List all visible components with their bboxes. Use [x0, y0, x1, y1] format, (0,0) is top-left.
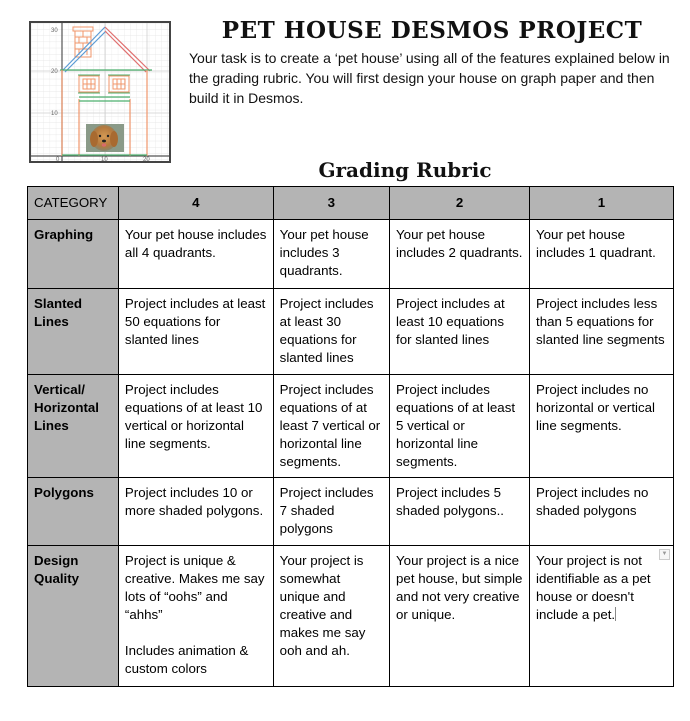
category-graphing: Graphing	[28, 220, 119, 289]
category-polygons: Polygons	[28, 478, 119, 546]
cell-slanted-1: Project includes less than 5 equations for slanted line segments	[530, 289, 674, 375]
cell-slanted-3: Project includes at least 30 equations for slanted lines	[273, 289, 389, 375]
y-tick-20: 20	[51, 69, 58, 75]
cell-graphing-4: Your pet house includes all 4 quadrants.	[118, 220, 273, 289]
table-row-polygons	[28, 478, 674, 546]
cell-design-1[interactable]	[530, 546, 674, 687]
column-header-category: CATEGORY	[28, 187, 119, 220]
cell-dropdown-icon[interactable]: ▼	[659, 549, 670, 560]
cell-polygons-4: Project includes 10 or more shaded polygons.	[118, 478, 273, 546]
column-header-2: 2	[390, 187, 530, 220]
category-design-quality: Design Quality	[28, 546, 119, 687]
category-slanted-lines: Slanted Lines	[28, 289, 119, 375]
category-vertical-horizontal-lines: Vertical/ Horizontal Lines	[28, 375, 119, 478]
column-header-4: 4	[118, 187, 273, 220]
graph-svg	[31, 23, 169, 161]
cell-graphing-2: Your pet house includes 2 quadrants.	[390, 220, 530, 289]
cell-polygons-3: Project includes 7 shaded polygons	[273, 478, 389, 546]
cell-design-4-text: Project is unique & creative. Makes me say lots of “oohs” and “ahhs”	[124, 553, 265, 622]
cell-vh-1: Project includes no horizontal or vertical line segments.	[530, 375, 674, 478]
y-tick-30: 30	[51, 28, 58, 34]
cell-polygons-2: Project includes 5 shaded polygons..	[390, 478, 530, 546]
cell-vh-3: Project includes equations of at least 7 vertical or horizontal line segments.	[273, 375, 389, 478]
table-row-slanted-lines	[28, 289, 674, 375]
cell-design-4	[118, 546, 273, 687]
x-tick-20: 20	[143, 157, 150, 161]
table-row-design-quality	[28, 546, 674, 687]
rubric-title: Grading Rubric	[318, 158, 492, 182]
pet-house-graph-image	[29, 21, 171, 163]
cell-design-1-text: Your project is not identifiable as a pet house or doesn't include a pet.	[536, 553, 651, 622]
cell-design-4-extra: Includes animation & custom colors	[124, 643, 249, 676]
table-header-row	[28, 187, 674, 220]
cell-slanted-4: Project includes at least 50 equations for slanted lines	[118, 289, 273, 375]
puppy-photo	[86, 124, 124, 152]
x-tick-10: 10	[101, 157, 108, 161]
table-row-graphing	[28, 220, 674, 289]
cell-design-2: Your project is a nice pet house, but simple and not very creative or unique.	[390, 546, 530, 687]
cell-design-3: Your project is somewhat unique and creative and makes me say ooh and ah.	[273, 546, 389, 687]
table-row-vertical-horizontal	[28, 375, 674, 478]
cell-polygons-1: Project includes no shaded polygons	[530, 478, 674, 546]
y-tick-0: 0	[56, 157, 60, 161]
intro-paragraph: Your task is to create a ‘pet house’ using all of the features explained below in the grading rubric. You will first design your house on graph paper and then build it in Desmos.	[189, 50, 670, 106]
cell-graphing-1: Your pet house includes 1 quadrant.	[530, 220, 674, 289]
cell-graphing-3: Your pet house includes 3 quadrants.	[273, 220, 389, 289]
y-tick-10: 10	[51, 111, 58, 117]
column-header-3: 3	[273, 187, 389, 220]
page-title: PET HOUSE DESMOS PROJECT	[221, 17, 643, 44]
column-header-1: 1	[530, 187, 674, 220]
text-cursor	[615, 607, 616, 621]
grading-rubric-table	[27, 186, 674, 687]
cell-slanted-2: Project includes at least 10 equations for slanted lines	[390, 289, 530, 375]
cell-vh-4: Project includes equations of at least 10 vertical or horizontal line segments.	[118, 375, 273, 478]
cell-vh-2: Project includes equations of at least 5 vertical or horizontal line segments.	[390, 375, 530, 478]
